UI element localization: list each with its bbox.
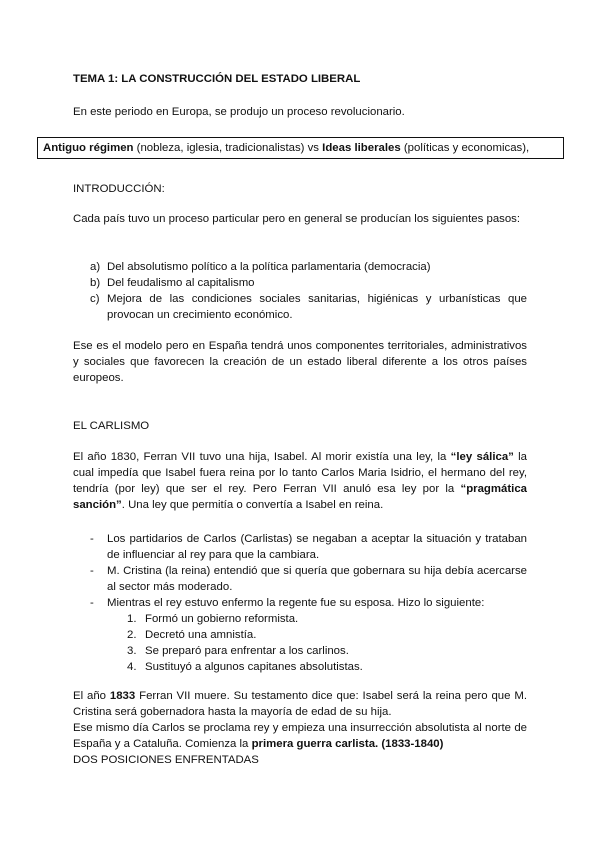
introduccion-heading: INTRODUCCIÓN: [73, 183, 165, 195]
carlismo-paragraph-1: El año 1830, Ferran VII tuvo una hija, Isabel. Al morir existía una ley, la “ley sálica” la cual impedía que Isabel fuera reina por lo tanto Carlos Maria Isidrio, el hermano del rey, tendría (por ley) que ser el rey. Pero Ferran VII anuló esa ley por la “pragmática sanción”. Una ley que permitía o convertía a Isabel en reina. [73, 451, 528, 511]
list-item [90, 291, 527, 323]
bullet-item [90, 595, 527, 611]
box-text-2: (políticas y economicas), [400, 142, 530, 154]
list-marker: a) [90, 261, 101, 273]
bullet-marker: - [90, 533, 94, 545]
introduccion-paragraph: Cada país tuvo un proceso particular pero en general se producían los siguientes pasos: [73, 213, 521, 225]
bullet-text: M. Cristina (la reina) entendió que si quería que gobernara su hija debía acercarse al sector más moderado. [107, 565, 527, 593]
carlismo-heading: EL CARLISMO [73, 420, 150, 432]
bullet-marker: - [90, 597, 94, 609]
numbered-item: 2. Decretó una amnistía. [127, 629, 257, 641]
bullet-item [90, 531, 527, 563]
box-bold-1: Antiguo régimen [43, 142, 134, 154]
bullet-text: Los partidarios de Carlos (Carlistas) se negaban a aceptar la situación y trataban de influenciar al rey para que la cambiara. [107, 533, 527, 561]
list-item [90, 275, 527, 291]
carlismo-paragraph-4: DOS POSICIONES ENFRENTADAS [73, 754, 259, 766]
list-marker: c) [90, 293, 100, 305]
numbered-item: 4. Sustituyó a algunos capitanes absolutistas. [127, 661, 363, 673]
bullet-item [90, 563, 527, 595]
introduccion-closing: Ese es el modelo pero en España tendrá unos componentes territoriales, administrativos y sociales que favorecen la creación de un estado liberal diferente a los otros países europeos. [73, 340, 527, 384]
boxed-comparison [37, 137, 564, 159]
list-text: Del feudalismo al capitalismo [107, 277, 255, 289]
page-title: TEMA 1: LA CONSTRUCCIÓN DEL ESTADO LIBERAL [73, 73, 361, 85]
box-bold-2: Ideas liberales [322, 142, 401, 154]
bullet-marker: - [90, 565, 94, 577]
intro-sentence: En este periodo en Europa, se produjo un proceso revolucionario. [73, 106, 405, 118]
bullet-text: Mientras el rey estuvo enfermo la regente fue su esposa. Hizo lo siguiente: [107, 597, 485, 609]
box-text-1: (nobleza, iglesia, tradicionalistas) vs [133, 142, 323, 154]
list-marker: b) [90, 277, 101, 289]
carlismo-paragraph-3: Ese mismo día Carlos se proclama rey y empieza una insurrección absolutista al norte de España y a Cataluña. Comienza la primera guerra carlista. (1833-1840) [73, 722, 527, 750]
list-text: Mejora de las condiciones sociales sanitarias, higiénicas y urbanísticas que provocan un crecimiento económico. [107, 293, 527, 321]
list-item [90, 259, 527, 275]
carlismo-paragraph-2: El año 1833 Ferran VII muere. Su testamento dice que: Isabel será la reina pero que M. Cristina será gobernadora hasta la mayoría de edad de su hija. [73, 690, 527, 718]
numbered-item: 1. Formó un gobierno reformista. [127, 613, 299, 625]
numbered-item: 3. Se preparó para enfrentar a los carlinos. [127, 645, 349, 657]
list-text: Del absolutismo político a la política parlamentaria (democracia) [107, 261, 431, 273]
